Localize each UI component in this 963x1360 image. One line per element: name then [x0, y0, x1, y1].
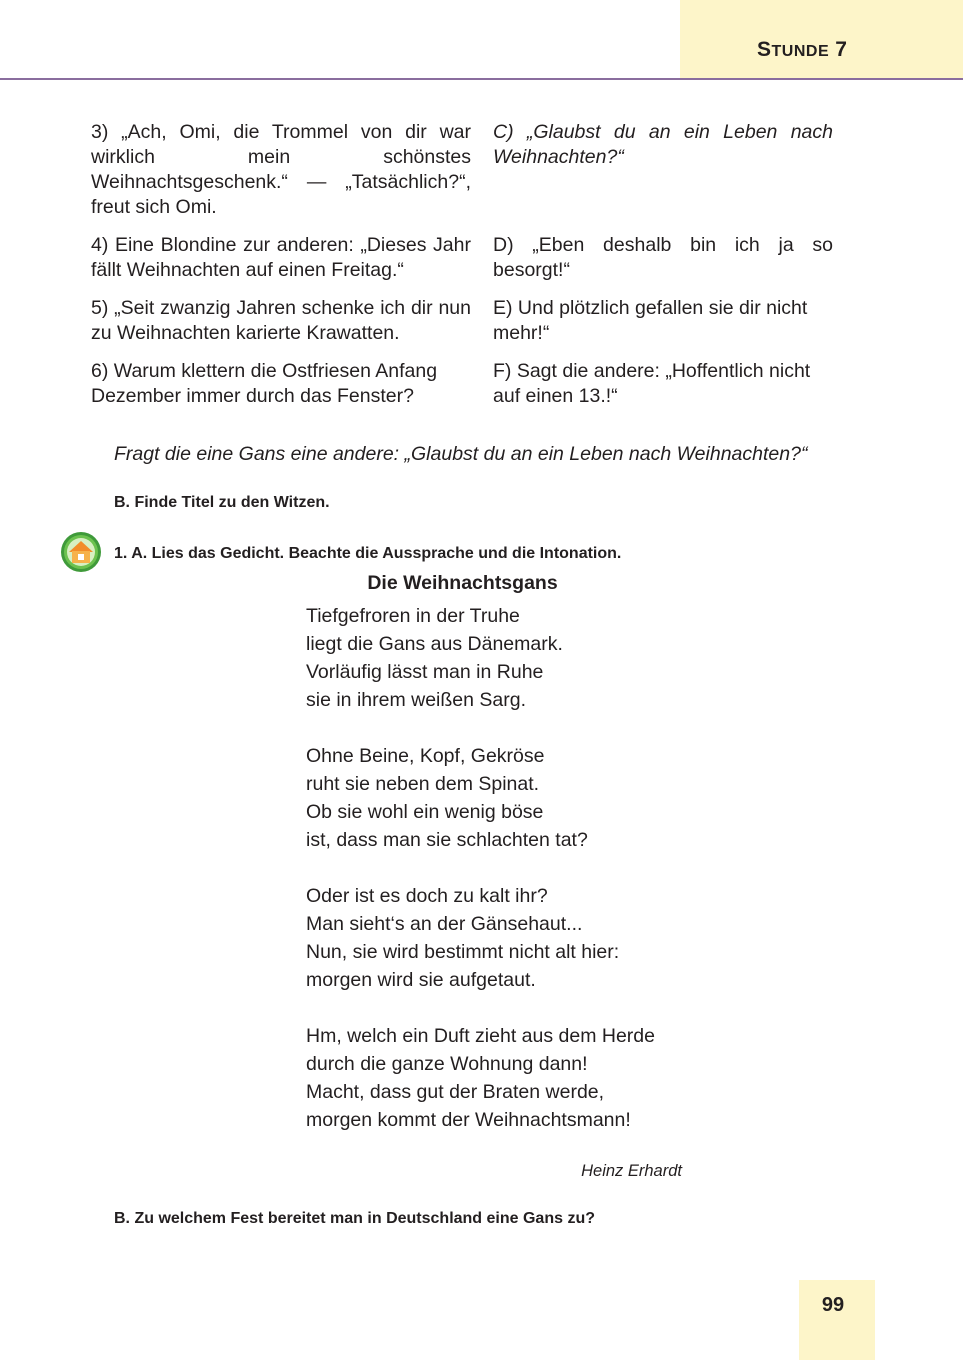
poem-line: Oder ist es doch zu kalt ihr? [306, 885, 548, 907]
joke-ending: C) „Glaubst du an ein Leben nach Weihnachten?“ [493, 121, 833, 168]
joke-ending: F) Sagt die andere: „Hoffentlich nicht auf einen 13.!“ [493, 360, 811, 407]
joke-ending: E) Und plötzlich gefallen sie dir nicht mehr!“ [493, 297, 808, 344]
poem-line: Vorläufig lässt man in Ruhe [306, 661, 544, 683]
poem-line: Macht, dass gut der Braten werde, [306, 1081, 605, 1103]
lesson-title: STUNDE 7 [757, 38, 848, 61]
task-b2-instruction: B. Zu welchem Fest bereitet man in Deutschland eine Gans zu? [114, 1210, 595, 1227]
page-number: 99 [821, 1294, 845, 1316]
joke-row [91, 296, 833, 359]
joke-row [91, 120, 833, 233]
poem-author: Heinz Erhardt [581, 1162, 682, 1180]
joke-row [91, 233, 833, 296]
task-1a-instruction: 1. A. Lies das Gedicht. Beachte die Aussprache und die Intonation. [114, 545, 622, 562]
joke-row [91, 359, 833, 409]
poem-line: ist, dass man sie schlachten tat? [306, 829, 588, 851]
joke-start: 6) Warum klettern die Ostfriesen Anfang Dezember immer durch das Fenster? [91, 360, 438, 407]
poem-line: Man sieht‘s an der Gänsehaut... [306, 913, 583, 935]
jokes-table [91, 120, 833, 409]
joke-start: 4) Eine Blondine zur anderen: „Dieses Jahr fällt Weihnachten auf einen Freitag.“ [91, 234, 471, 281]
joke-ending: D) „Eben deshalb bin ich ja so besorgt!“ [493, 234, 833, 281]
joke-start: 3) „Ach, Omi, die Trommel von dir war wirklich mein schönstes Weihnachtsgeschenk.“ — „Tatsächlich?“, freut sich Omi. [91, 121, 471, 218]
poem-line: durch die ganze Wohnung dann! [306, 1053, 588, 1075]
poem-stanza [306, 1022, 726, 1134]
sample-answer: Fragt die eine Gans eine andere: „Glaubst du an ein Leben nach Weihnachten?“ [114, 443, 808, 465]
poem-stanza [306, 742, 726, 854]
poem-title: Die Weihnachtsgans [367, 572, 558, 594]
poem-line: Ohne Beine, Kopf, Gekröse [306, 745, 545, 767]
home-icon [60, 531, 102, 573]
task-b-instruction: B. Finde Titel zu den Witzen. [114, 494, 330, 511]
poem-line: morgen wird sie aufgetaut. [306, 969, 536, 991]
page-number-box [799, 1280, 875, 1360]
poem-line: sie in ihrem weißen Sarg. [306, 689, 527, 711]
joke-start: 5) „Seit zwanzig Jahren schenke ich dir nun zu Weihnachten karierte Krawatten. [91, 297, 471, 344]
poem [306, 602, 726, 1162]
poem-line: morgen kommt der Weihnachtsmann! [306, 1109, 631, 1131]
poem-stanza [306, 602, 726, 714]
poem-line: Tiefgefroren in der Truhe [306, 605, 520, 627]
poem-line: Nun, sie wird bestimmt nicht alt hier: [306, 941, 620, 963]
poem-line: Hm, welch ein Duft zieht aus dem Herde [306, 1025, 655, 1047]
poem-line: liegt die Gans aus Dänemark. [306, 633, 563, 655]
poem-line: ruht sie neben dem Spinat. [306, 773, 540, 795]
poem-stanza [306, 882, 726, 994]
poem-line: Ob sie wohl ein wenig böse [306, 801, 544, 823]
header-divider [0, 78, 963, 80]
